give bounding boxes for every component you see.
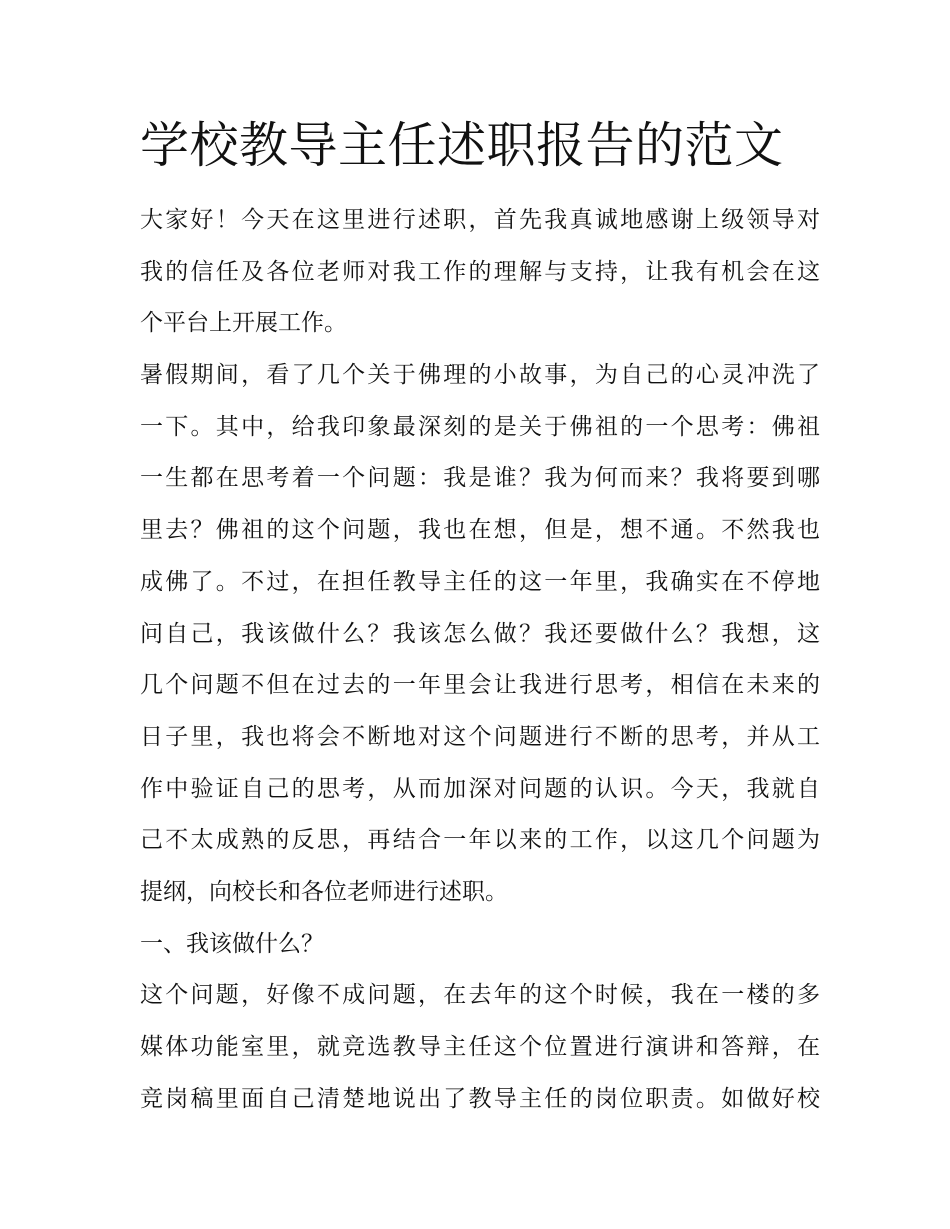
text-line: 里去？佛祖的这个问题，我也在想，但是，想不通。不然我也 xyxy=(140,517,820,544)
document-body xyxy=(140,195,820,1125)
paragraph-greeting xyxy=(140,195,820,350)
text-line: 个平台上开展工作。 xyxy=(140,310,347,337)
text-line: 己不太成熟的反思，再结合一年以来的工作，以这几个问题为 xyxy=(140,827,820,854)
document-title: 学校教导主任述职报告的范文 xyxy=(140,117,784,174)
text-line: 问自己，我该做什么？我该怎么做？我还要做什么？我想，这 xyxy=(140,620,820,647)
text-line: 一下。其中，给我印象最深刻的是关于佛祖的一个思考：佛祖 xyxy=(140,413,820,440)
paragraph-reflection xyxy=(140,350,820,919)
text-line: 这个问题，好像不成问题，在去年的这个时候，我在一楼的多 xyxy=(140,982,820,1009)
paragraph-section-1 xyxy=(140,970,820,1125)
section-heading-1 xyxy=(140,919,820,971)
text-line: 暑假期间，看了几个关于佛理的小故事，为自己的心灵冲洗了 xyxy=(140,362,820,389)
section-heading-text: 一、我该做什么？ xyxy=(140,930,324,957)
text-line: 一生都在思考着一个问题：我是谁？我为何而来？我将要到哪 xyxy=(140,465,820,492)
text-line: 大家好！今天在这里进行述职，首先我真诚地感谢上级领导对 xyxy=(140,207,820,233)
text-line: 我的信任及各位老师对我工作的理解与支持，让我有机会在这 xyxy=(140,258,820,285)
text-line: 几个问题不但在过去的一年里会让我进行思考，相信在未来的 xyxy=(140,672,820,699)
text-line: 提纲，向校长和各位老师进行述职。 xyxy=(140,878,508,905)
text-line: 媒体功能室里，就竞选教导主任这个位置进行演讲和答辩，在 xyxy=(140,1034,820,1060)
text-line: 成佛了。不过，在担任教导主任的这一年里，我确实在不停地 xyxy=(140,568,820,595)
text-line: 日子里，我也将会不断地对这个问题进行不断的思考，并从工 xyxy=(140,723,820,750)
text-line: 竞岗稿里面自己清楚地说出了教导主任的岗位职责。如做好校 xyxy=(140,1085,820,1112)
text-line: 作中验证自己的思考，从而加深对问题的认识。今天，我就自 xyxy=(140,775,820,802)
